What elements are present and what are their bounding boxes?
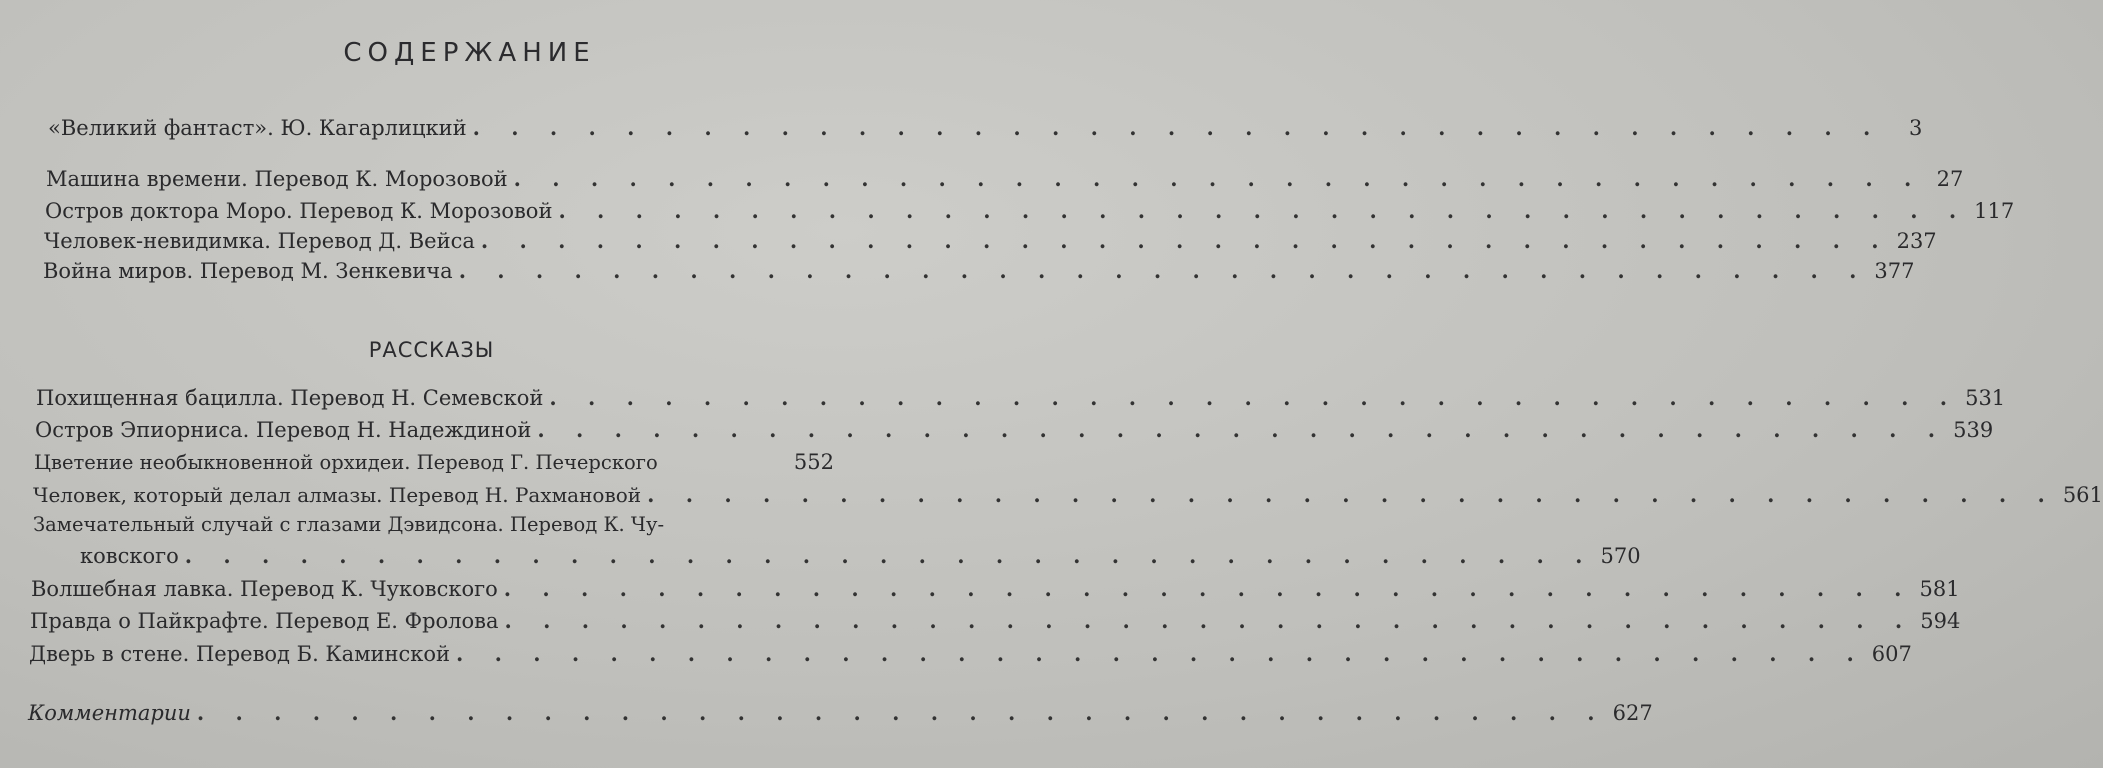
dot-leader: . . . . . . . . . . . . . . . . . . . . . . . . . . . . . . . . . . . . . bbox=[513, 166, 1924, 191]
entry-title: Война миров. Перевод М. Зенкевича bbox=[43, 259, 453, 283]
dot-leader: . . . . . . . . . . . . . . . . . . . . . . . . . . . . . . . . . . . . . bbox=[196, 700, 1607, 725]
entry-title: Комментарии bbox=[28, 701, 191, 725]
dot-leader: . . . . . . . . . . . . . . . . . . . . . . . . . . . . . . . . . . . . . bbox=[472, 115, 1883, 140]
toc-entry bbox=[44, 228, 1937, 254]
toc-entry bbox=[29, 641, 1912, 667]
entry-page: 237 bbox=[1896, 229, 1937, 253]
entry-page: 117 bbox=[1974, 199, 2015, 223]
toc-entry bbox=[46, 166, 1964, 192]
entry-page: 552 bbox=[793, 450, 834, 474]
entry-page: 581 bbox=[1919, 577, 1960, 601]
dot-leader: . . . . . . . . . . . . . . . . . . . . . . . . . . . . . . . . . . . . . bbox=[558, 198, 1969, 223]
entry-page: 561 bbox=[2062, 483, 2103, 507]
toc-entry bbox=[31, 576, 1960, 602]
toc-entry-commentary bbox=[28, 700, 1653, 726]
entry-page: 539 bbox=[1953, 418, 1994, 442]
entry-title: Человек, который делал алмазы. Перевод Н. Рахмановой bbox=[33, 483, 642, 507]
dot-leader: . . . . . . . . . . . . . . . . . . . . . . . . . . . . . . . . . . . . . bbox=[456, 641, 1866, 666]
entry-title: Дверь в стене. Перевод Б. Каминской bbox=[29, 642, 451, 666]
entry-title: Похищенная бацилла. Перевод Н. Семевской bbox=[36, 386, 544, 410]
toc-entry bbox=[34, 450, 834, 475]
entry-title-line1: Замечательный случай с глазами Дэвидсона. Перевод К. Чу- bbox=[33, 513, 665, 536]
toc-entry bbox=[45, 198, 2015, 224]
dot-leader: . . . . . . . . . . . . . . . . . . . . . . . . . . . . . . . . . . . . . bbox=[549, 385, 1960, 410]
entry-title: Остров доктора Моро. Перевод К. Морозовой bbox=[45, 199, 553, 223]
toc-entry bbox=[80, 543, 1641, 569]
entry-title: Человек-невидимка. Перевод Д. Вейса bbox=[44, 229, 475, 253]
entry-title-line2: ковского bbox=[80, 544, 179, 568]
toc-entry bbox=[43, 258, 1915, 284]
toc-entry bbox=[35, 417, 1994, 443]
entry-title: Правда о Пайкрафте. Перевод Е. Фролова bbox=[30, 609, 499, 633]
dot-leader: . . . . . . . . . . . . . . . . . . . . . . . . . . . . . . . . . . . . . bbox=[458, 258, 1869, 283]
dot-leader: . . . . . . . . . . . . . . . . . . . . . . . . . . . . . . . . . . . . . bbox=[184, 543, 1595, 568]
dot-leader: . . . . . . . . . . . . . . . . . . . . . . . . . . . . . . . . . . . . . bbox=[647, 482, 2057, 507]
entry-page: 607 bbox=[1871, 642, 1912, 666]
toc-entry-foreword bbox=[48, 115, 1923, 141]
section-title: РАССКАЗЫ bbox=[368, 338, 495, 362]
entry-page: 377 bbox=[1874, 259, 1915, 283]
dot-leader: . . . . . . . . . . . . . . . . . . . . . . . . . . . . . . . . . . . . . bbox=[480, 228, 1891, 253]
entry-title: Остров Эпиорниса. Перевод Н. Надеждиной bbox=[35, 418, 532, 442]
entry-title: Цветение необыкновенной орхидеи. Перевод Г. Печерского bbox=[34, 451, 658, 474]
dot-leader: . . . . . . . . . . . . . . . . . . . . . . . . . . . . . . . . . . . . . bbox=[504, 608, 1915, 633]
entry-title: Машина времени. Перевод К. Морозовой bbox=[46, 167, 508, 191]
entry-title: «Великий фантаст». Ю. Кагарлицкий bbox=[48, 116, 467, 140]
toc-entry bbox=[33, 482, 2103, 508]
entry-page: 627 bbox=[1612, 701, 1653, 725]
page-title: СОДЕРЖАНИЕ bbox=[343, 38, 596, 68]
entry-page: 570 bbox=[1600, 544, 1641, 568]
entry-page: 594 bbox=[1920, 609, 1961, 633]
toc-entry bbox=[30, 608, 1961, 634]
entry-title: Волшебная лавка. Перевод К. Чуковского bbox=[31, 577, 498, 601]
entry-page: 531 bbox=[1965, 386, 2006, 410]
dot-leader: . . . . . . . . . . . . . . . . . . . . . . . . . . . . . . . . . . . . . bbox=[537, 417, 1948, 442]
entry-page: 3 bbox=[1908, 116, 1923, 140]
dot-leader: . . . . . . . . . . . . . . . . . . . . . . . . . . . . . . . . . . . . . bbox=[503, 576, 1914, 601]
toc-entry bbox=[36, 385, 2006, 411]
entry-page: 27 bbox=[1936, 167, 1964, 191]
